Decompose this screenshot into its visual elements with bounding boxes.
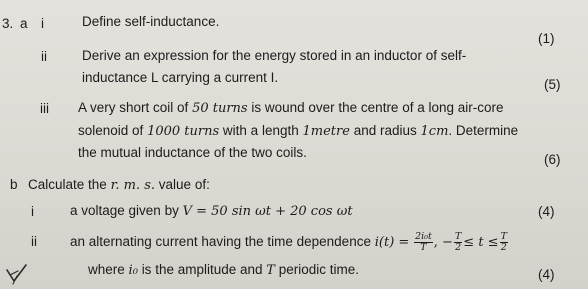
item-a-iii-line1-post: is wound over the centre of a long air-core: [251, 100, 504, 115]
item-a-iii-line2-math1: 1000 turns: [147, 124, 220, 139]
item-b-ii-frac3: [500, 232, 508, 253]
item-a-ii-roman: ii: [41, 49, 47, 64]
item-a-i-roman: i: [41, 16, 44, 31]
part-b-intro-post: value of:: [158, 177, 210, 192]
item-b-ii-line2-post: periodic time.: [278, 262, 360, 277]
item-a-iii-line2-pre: solenoid of: [78, 123, 144, 138]
item-b-i-text-pre: a voltage given by: [70, 203, 179, 218]
item-a-iii-line1-math: 50 turns: [192, 101, 248, 116]
item-b-ii-frac2: [454, 232, 462, 253]
item-b-ii-formula-lhs: i(t) =: [374, 235, 410, 251]
item-a-iii-roman: iii: [40, 101, 49, 116]
item-b-ii-formula-mid: , −: [433, 235, 453, 251]
item-b-ii-formula-ineq: ≤ t ≤: [463, 235, 499, 251]
item-a-iii-line2-math2: 1metre: [302, 124, 350, 139]
item-b-ii-frac3-den: 2: [500, 242, 507, 253]
item-b-ii-frac1: [414, 232, 433, 253]
item-b-ii-line1: [70, 232, 509, 253]
item-b-ii-line2-math2: T: [266, 263, 275, 278]
part-b-intro-math: r. m. s.: [110, 178, 156, 193]
item-a-iii-line1-pre: A very short coil of: [78, 100, 189, 115]
item-b-ii-line2-mid: is the amplitude and: [141, 262, 263, 277]
item-b-ii-line2: [88, 262, 359, 279]
question-number: 3.: [2, 16, 14, 31]
item-a-iii-line2: [78, 123, 518, 140]
item-b-ii-frac2-den: 2: [455, 242, 462, 253]
item-b-i-roman: i: [31, 204, 34, 219]
item-a-ii-marks: (5): [544, 77, 561, 92]
item-a-ii-line1: Derive an expression for the energy stored in an inductor of self-: [82, 48, 467, 63]
item-b-ii-line2-pre: where: [88, 262, 125, 277]
item-b-i-text: [70, 203, 353, 220]
item-a-i-marks: (1): [538, 31, 555, 46]
part-b-label: b: [10, 177, 18, 192]
item-b-ii-roman: ii: [31, 234, 37, 249]
item-b-ii-frac1-num: 2i₀t: [415, 231, 432, 242]
item-b-ii-frac1-den: T: [420, 242, 427, 253]
item-b-ii-line2-math: i₀: [128, 263, 138, 278]
item-a-ii-line2: inductance L carrying a current I.: [82, 70, 279, 85]
item-a-iii-line3: the mutual inductance of the two coils.: [78, 145, 307, 160]
item-b-i-marks: (4): [538, 204, 555, 219]
part-b-intro-pre: Calculate the: [28, 177, 107, 192]
item-a-iii-line1: [78, 100, 504, 117]
item-b-ii-text-pre: an alternating current having the time dependence: [70, 234, 371, 250]
part-a-label: a: [20, 16, 28, 31]
item-a-iii-line2-mid2: and radius: [353, 123, 417, 138]
handwritten-tick-mark-icon: [4, 262, 30, 286]
item-b-ii-frac3-num: T: [500, 231, 507, 242]
item-b-ii-marks: (4): [538, 267, 555, 282]
item-a-i-text: Define self-inductance.: [82, 14, 220, 29]
item-a-iii-line2-mid: with a length: [222, 123, 299, 138]
item-b-i-formula: V = 50 sin ωt + 20 cos ωt: [182, 204, 353, 219]
item-a-iii-line2-math3: 1cm: [420, 124, 449, 139]
part-b-intro: [28, 177, 210, 194]
item-a-iii-line2-post: . Determine: [448, 123, 519, 138]
item-a-iii-marks: (6): [544, 152, 561, 167]
item-b-ii-frac2-num: T: [454, 231, 462, 242]
